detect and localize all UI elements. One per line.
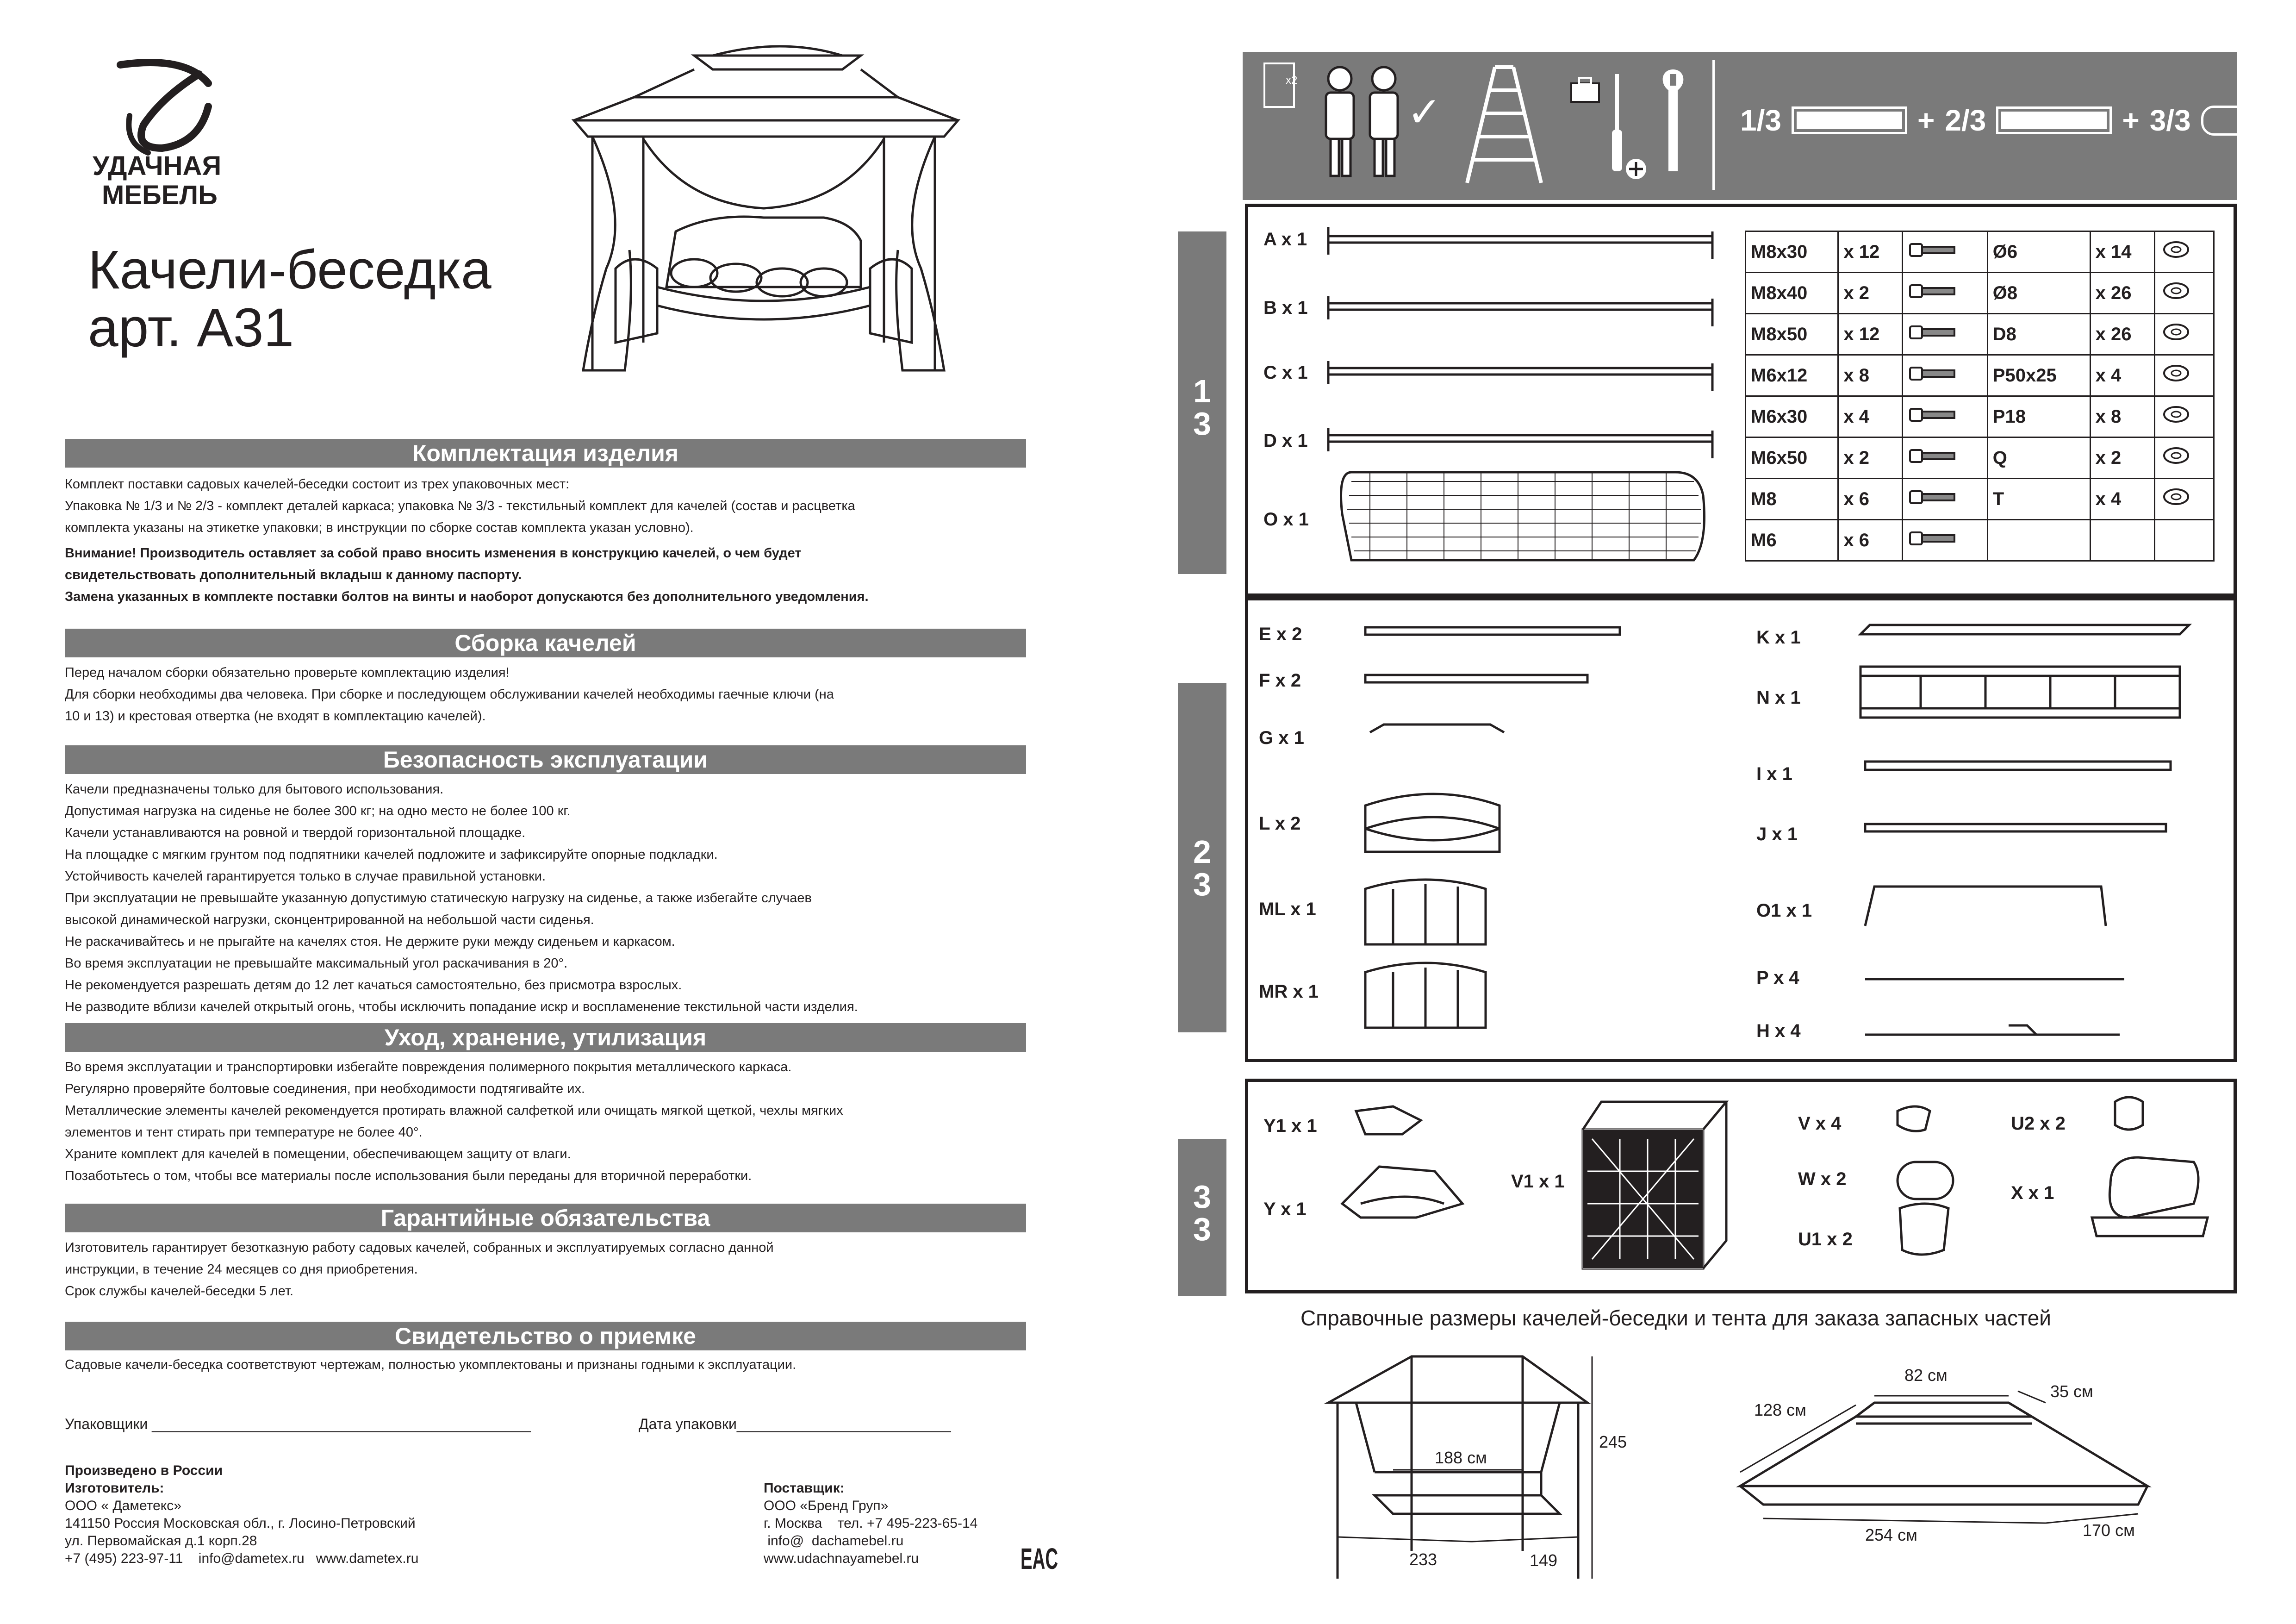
- made-in: Произведено в России: [65, 1463, 223, 1478]
- text-line: высокой динамической нагрузки, сконцентрированной на небольшой части сиденья.: [65, 912, 594, 927]
- supplier-line: г. Москва тел. +7 495-223-65-14: [764, 1516, 978, 1531]
- part-label: W x 2: [1798, 1169, 1847, 1189]
- hardware-qty: x 8: [2090, 396, 2154, 437]
- pack-bag-icon: [2201, 106, 2296, 136]
- hardware-size: M8x30: [1746, 231, 1838, 273]
- hardware-size: M6x12: [1746, 355, 1838, 396]
- text-line: При эксплуатации не превышайте указанную допустимую статическую нагрузку на сиденье, а также избегайте случаев: [65, 891, 812, 906]
- hardware-row: [1746, 231, 2214, 273]
- pack-1-den: 3: [1193, 406, 1211, 442]
- part-label: H x 4: [1756, 1021, 1801, 1041]
- hardware-table: [1745, 231, 2215, 562]
- part-label: C x 1: [1263, 362, 1308, 383]
- product-title: Качели-беседка: [88, 239, 492, 300]
- dim-depth: 149: [1530, 1551, 1558, 1570]
- part-label: MR x 1: [1259, 981, 1319, 1002]
- pack-sequence: [1740, 93, 2296, 148]
- hardware-icon: [1903, 355, 1987, 396]
- manufacturer-line: ООО « Даметекс»: [65, 1498, 181, 1513]
- supplier-line: info@ dachamebel.ru: [764, 1533, 904, 1549]
- toolbox-icon: [1569, 76, 1601, 104]
- hardware-size: [1987, 520, 2090, 561]
- section-header-garantiya: Гарантийные обязательства: [65, 1204, 1026, 1232]
- hardware-row: [1746, 437, 2214, 479]
- hardware-icon: [1903, 314, 1987, 355]
- manufacturer-line: ул. Первомайская д.1 корп.28: [65, 1533, 257, 1549]
- hardware-icon: [2154, 396, 2214, 437]
- part-label: U1 x 2: [1798, 1229, 1853, 1249]
- dim-tent-slope: 128 см: [1754, 1400, 1806, 1419]
- brand-logo: [93, 56, 245, 213]
- dim-tent-top: 82 см: [1904, 1366, 1948, 1385]
- hardware-qty: x 8: [1838, 355, 1903, 396]
- text-line: инструкции, в течение 24 месяцев со дня приобретения.: [65, 1262, 418, 1277]
- text-line: элементов и тент стирать при температуре не более 40°.: [65, 1125, 423, 1140]
- text-line: Позаботьтесь о том, чтобы все материалы после использования были переданы для вторичной переработки.: [65, 1168, 752, 1183]
- dim-tent-length: 254 см: [1865, 1525, 1917, 1544]
- warning-line: свидетельствовать дополнительный вкладыш к данному паспорту.: [65, 568, 522, 582]
- manufacturer-label: Изготовитель:: [65, 1480, 164, 1496]
- hardware-size: T: [1987, 479, 2090, 520]
- hardware-icon: [2154, 314, 2214, 355]
- section-header-bezopasnost: Безопасность эксплуатации: [65, 745, 1026, 774]
- part-label: ML x 1: [1259, 899, 1316, 919]
- hardware-qty: x 2: [1838, 273, 1903, 314]
- hardware-qty: x 2: [2090, 437, 2154, 479]
- check-icon: ✓: [1407, 89, 1442, 136]
- text-line: Допустимая нагрузка на сиденье не более 300 кг; на одно место не более 100 кг.: [65, 804, 571, 818]
- manufacturer-line: +7 (495) 223-97-11 info@dametex.ru www.dametex.ru: [65, 1551, 419, 1566]
- hardware-size: Ø6: [1987, 231, 2090, 273]
- hardware-size: M8x40: [1746, 273, 1838, 314]
- text-line: Регулярно проверяйте болтовые соединения, при необходимости подтягивайте их.: [65, 1081, 585, 1096]
- cross-bit-icon: [1624, 157, 1648, 181]
- pack-box-icon: [1792, 106, 1907, 134]
- text-line: Во время эксплуатации и транспортировки избегайте повреждения полимерного покрытия металлического каркаса.: [65, 1060, 792, 1074]
- hardware-qty: x 4: [2090, 479, 2154, 520]
- section-svidetelstvo-text: [65, 1354, 1032, 1376]
- hardware-icon: [2154, 520, 2214, 561]
- hardware-size: Ø8: [1987, 273, 2090, 314]
- part-label: P x 4: [1756, 968, 1799, 988]
- part-label: B x 1: [1263, 298, 1308, 318]
- pack-2-parts-drawing: [1342, 611, 2268, 1051]
- hardware-qty: x 2: [1838, 437, 1903, 479]
- section-sborka-text: [65, 662, 1032, 727]
- hardware-qty: x 12: [1838, 231, 1903, 273]
- people-count: x2: [1286, 74, 1298, 87]
- hardware-icon: [1903, 437, 1987, 479]
- dim-height: 245: [1599, 1432, 1627, 1451]
- hardware-icon: [1903, 231, 1987, 273]
- part-label: X x 1: [2011, 1183, 2054, 1203]
- product-article: арт. А31: [88, 297, 294, 358]
- supplier-label: Поставщик:: [764, 1480, 845, 1496]
- dim-width: 233: [1409, 1550, 1437, 1569]
- text-line: Храните комплект для качелей в помещении, обеспечивающем защиту от влаги.: [65, 1147, 571, 1162]
- part-label: O1 x 1: [1756, 900, 1812, 921]
- manufacturer-block: [65, 1462, 418, 1568]
- hardware-row: [1746, 314, 2214, 355]
- hardware-icon: [2154, 231, 2214, 273]
- brand-line1: УДАЧНАЯ: [93, 151, 222, 181]
- brand-line2: МЕБЕЛЬ: [102, 180, 218, 210]
- text-line: Металлические элементы качелей рекомендуется протирать влажной салфеткой или очищать мягкой щеткой, чехлы мягких: [65, 1103, 843, 1118]
- hardware-qty: x 26: [2090, 314, 2154, 355]
- hardware-row: [1746, 396, 2214, 437]
- text-line: Упаковка № 1/3 и № 2/3 - комплект деталей каркаса; упаковка № 3/3 - текстильный комплект для качелей (состав и расцветка: [65, 499, 855, 513]
- hardware-qty: x 6: [1838, 479, 1903, 520]
- hardware-size: M8x50: [1746, 314, 1838, 355]
- part-label: V1 x 1: [1511, 1171, 1565, 1192]
- hardware-size: D8: [1987, 314, 2090, 355]
- hardware-row: [1746, 355, 2214, 396]
- part-label: L x 2: [1259, 813, 1301, 834]
- text-line: Для сборки необходимы два человека. При сборке и последующем обслуживании качелей необходимы гаечные ключи (на: [65, 687, 834, 702]
- text-line: Качели предназначены только для бытового использования.: [65, 782, 444, 797]
- hardware-qty: x 14: [2090, 231, 2154, 273]
- plus-sign: +: [1917, 104, 1935, 137]
- logo-mark-icon: [93, 56, 245, 148]
- text-line: Садовые качели-беседка соответствуют чертежам, полностью укомплектованы и признаны годными к эксплуатации.: [65, 1357, 796, 1372]
- pack-1-parts-drawing: [1324, 218, 1740, 588]
- hardware-qty: [2090, 520, 2154, 561]
- screwdriver-icon: [1608, 74, 1627, 181]
- section-header-sborka: Сборка качелей: [65, 629, 1026, 657]
- text-line: Устойчивость качелей гарантируется только в случае правильной установки.: [65, 869, 546, 884]
- hardware-icon: [2154, 355, 2214, 396]
- packing-date-line[interactable]: Дата упаковки__________________________: [639, 1416, 951, 1432]
- text-line: Изготовитель гарантирует безотказную работу садовых качелей, собранных и эксплуатируемых согласно данной: [65, 1240, 774, 1255]
- text-line: На площадке с мягким грунтом под подпятники качелей подложите и зафиксируйте опорные подкладки.: [65, 847, 718, 862]
- part-label: D x 1: [1263, 431, 1308, 451]
- wrench-icon: [1657, 69, 1689, 176]
- pack-1-sidebar: [1178, 231, 1226, 574]
- pack-3-num: 3: [1193, 1179, 1211, 1215]
- part-label: Y1 x 1: [1263, 1116, 1317, 1136]
- supplier-line: www.udachnayamebel.ru: [764, 1551, 919, 1566]
- hardware-size: M6x50: [1746, 437, 1838, 479]
- hardware-size: M6x30: [1746, 396, 1838, 437]
- plus-sign: +: [2122, 104, 2140, 137]
- hardware-icon: [1903, 520, 1987, 561]
- packers-signature-line[interactable]: Упаковщики ______________________________________________: [65, 1416, 531, 1432]
- text-line: Не раскачивайтесь и не прыгайте на качелях стоя. Не держите руки между сиденьем и каркасом.: [65, 934, 675, 949]
- part-label: G x 1: [1259, 728, 1304, 748]
- text-line: Во время эксплуатации не превышайте максимальный угол раскачивания в 20°.: [65, 956, 568, 971]
- hardware-qty: x 26: [2090, 273, 2154, 314]
- hardware-row: [1746, 479, 2214, 520]
- pack-1-num: 1: [1193, 373, 1211, 409]
- part-label: E x 2: [1259, 624, 1302, 644]
- pack-1-label: 1/3: [1740, 104, 1781, 137]
- part-label: V x 4: [1798, 1113, 1842, 1134]
- text-line: комплекта указаны на этикетке упаковки; в инструкции по сборке состав комплекта указан условно).: [65, 520, 694, 535]
- warning-line: Замена указанных в комплекте поставки болтов на винты и наоборот допускаются без дополнительного уведомления.: [65, 589, 869, 604]
- two-people-icon: [1319, 65, 1412, 181]
- text-line: Качели устанавливаются на ровной и твердой горизонтальной площадке.: [65, 825, 526, 840]
- hardware-row: [1746, 520, 2214, 561]
- hardware-icon: [1903, 479, 1987, 520]
- hardware-qty: x 4: [2090, 355, 2154, 396]
- text-line: Перед началом сборки обязательно проверьте комплектацию изделия!: [65, 665, 510, 680]
- section-header-uhod: Уход, хранение, утилизация: [65, 1023, 1026, 1052]
- dim-tent-side-top: 35 см: [2050, 1382, 2093, 1401]
- part-label: O x 1: [1263, 509, 1309, 530]
- warning-line: Внимание! Производитель оставляет за собой право вносить изменения в конструкцию качелей, о чем будет: [65, 546, 802, 561]
- section-header-svidetelstvo: Свидетельство о приемке: [65, 1322, 1026, 1350]
- part-label: J x 1: [1756, 824, 1798, 844]
- part-label: I x 1: [1756, 764, 1792, 784]
- pack-3-label: 3/3: [2149, 104, 2191, 137]
- supplier-line: ООО «Бренд Груп»: [764, 1498, 889, 1513]
- hardware-qty: x 4: [1838, 396, 1903, 437]
- pack-3-sidebar: [1178, 1139, 1226, 1296]
- manufacturer-line: 141150 Россия Московская обл., г. Лосино-Петровский: [65, 1516, 416, 1531]
- part-label: F x 2: [1259, 670, 1301, 691]
- ladder-icon: [1458, 67, 1546, 187]
- supplier-block: [764, 1480, 977, 1568]
- section-bezopasnost-text: [65, 779, 1032, 1018]
- hardware-size: Q: [1987, 437, 2090, 479]
- pack-2-num: 2: [1193, 834, 1211, 870]
- part-label: A x 1: [1263, 229, 1307, 250]
- section-garantiya-text: [65, 1237, 1032, 1302]
- hardware-icon: [2154, 479, 2214, 520]
- part-label: Y x 1: [1263, 1199, 1307, 1219]
- section-uhod-text: [65, 1056, 1032, 1187]
- hardware-qty: x 6: [1838, 520, 1903, 561]
- section-header-komplekt: Комплектация изделия: [65, 439, 1026, 468]
- text-line: Не разводите вблизи качелей открытый огонь, чтобы исключить попадание искр и воспламенение текстильной части изделия.: [65, 999, 858, 1014]
- text-line: Не рекомендуется разрешать детям до 12 лет качаться самостоятельно, без присмотра взрослых.: [65, 978, 682, 993]
- part-label: K x 1: [1756, 627, 1801, 648]
- pack-3-den: 3: [1193, 1211, 1211, 1247]
- hardware-row: [1746, 273, 2214, 314]
- hardware-size: M6: [1746, 520, 1838, 561]
- pack-box-icon: [1996, 106, 2112, 134]
- hardware-size: M8: [1746, 479, 1838, 520]
- hardware-icon: [1903, 396, 1987, 437]
- section-komplekt-text: [65, 474, 1032, 608]
- pack-2-label: 2/3: [1945, 104, 1986, 137]
- part-label: N x 1: [1756, 687, 1801, 708]
- hardware-size: P18: [1987, 396, 2090, 437]
- part-label: U2 x 2: [2011, 1113, 2066, 1134]
- pack-2-den: 3: [1193, 866, 1211, 902]
- banner-divider: [1712, 60, 1715, 190]
- dimensions-title: Справочные размеры качелей-беседки и тента для заказа запасных частей: [1300, 1306, 2051, 1330]
- text-line: Комплект поставки садовых качелей-беседки состоит из трех упаковочных мест:: [65, 477, 570, 492]
- text-line: 10 и 13) и крестовая отвертка (не входят в комплектацию качелей).: [65, 709, 486, 724]
- gazebo-swing-illustration: [565, 9, 1004, 412]
- dim-tent-depth: 170 см: [2083, 1521, 2135, 1540]
- dim-seat-width: 188 см: [1435, 1448, 1487, 1467]
- pack-3-parts-drawing: [1324, 1083, 2249, 1292]
- hardware-icon: [2154, 437, 2214, 479]
- hardware-icon: [2154, 273, 2214, 314]
- hardware-qty: x 12: [1838, 314, 1903, 355]
- text-line: Срок службы качелей-беседки 5 лет.: [65, 1284, 294, 1299]
- hardware-icon: [1903, 273, 1987, 314]
- hardware-size: P50x25: [1987, 355, 2090, 396]
- pack-2-sidebar: [1178, 683, 1226, 1032]
- eac-mark: EAC: [1020, 1542, 1058, 1575]
